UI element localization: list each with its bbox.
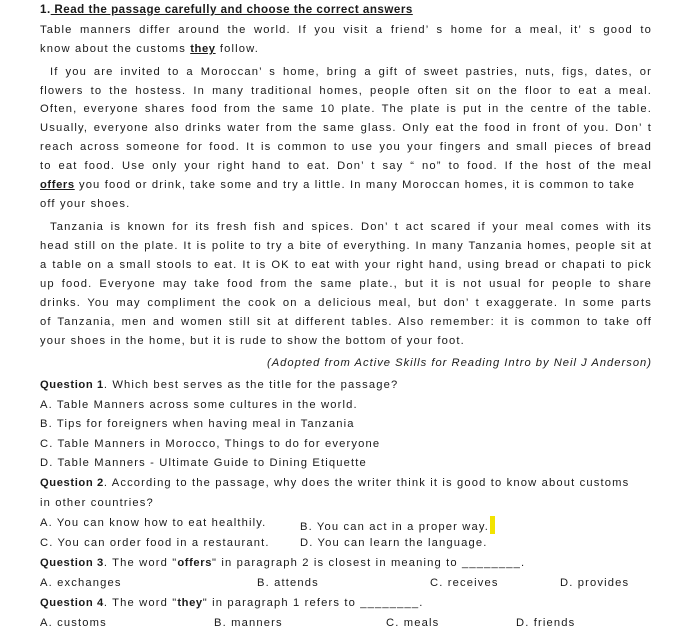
question-stem: . The word ": [103, 557, 178, 569]
passage-p3-line3: a table on a small stools to eat. It is OK to eat with your right hand, using bread or chapati to pick: [40, 259, 652, 271]
question-stem: " in paragraph 1 refers to ________.: [202, 597, 424, 609]
passage-text: know about the customs: [40, 43, 191, 55]
q3-option-a[interactable]: A. exchanges: [40, 577, 122, 589]
exercise-title: [40, 3, 413, 17]
question-keyword: offers: [177, 557, 213, 569]
q1-option-a[interactable]: A. Table Manners across some cultures in the world.: [40, 399, 358, 411]
passage-p1-line2: [40, 42, 259, 56]
highlight-marker: [490, 516, 495, 534]
passage-p2-line4: Usually, everyone also drinks water from the same glass. Only eat the food in front of you. Don’ t: [40, 122, 652, 134]
question-4: [40, 596, 424, 610]
question-stem: . The word ": [103, 597, 178, 609]
question-stem: " in paragraph 2 is closest in meaning to ________.: [212, 557, 526, 569]
question-label: Question 4: [40, 597, 104, 609]
q3-option-c[interactable]: C. receives: [430, 577, 499, 589]
q4-option-b[interactable]: B. manners: [214, 617, 283, 629]
exercise-instruction: Read the passage carefully and choose the correct answers: [50, 3, 413, 16]
q4-option-a[interactable]: A. customs: [40, 617, 107, 629]
q1-option-b[interactable]: B. Tips for foreigners when having meal in Tanzania: [40, 418, 355, 430]
passage-p3-line5: drinks. You may compliment the cook on a delicious meal, but don’ t exaggerate. In some parts: [40, 297, 652, 309]
question-1: [40, 378, 398, 392]
passage-text: follow.: [215, 43, 260, 55]
q2-option-c[interactable]: C. You can order food in a restaurant.: [40, 537, 270, 549]
passage-p2-line6: to eat food. Use only your right hand to eat. Don’ t say “ no” to food. If the host of the meal: [40, 160, 652, 172]
question-2-stem-continued: in other countries?: [40, 497, 154, 509]
question-2: [40, 476, 629, 490]
q2-option-d[interactable]: D. You can learn the language.: [300, 537, 488, 549]
keyword-offers: offers: [40, 179, 75, 191]
q2-option-a[interactable]: A. You can know how to eat healthily.: [40, 517, 267, 529]
question-keyword: they: [177, 597, 203, 609]
q2-option-b[interactable]: [300, 516, 495, 534]
passage-p2-line3: Often, everyone shares food from the same 10 plate. The plate is put in the centre of the table.: [40, 103, 652, 115]
passage-p1-line1: Table manners differ around the world. If you visit a friend’ s home for a meal, it’ s good to: [40, 24, 652, 36]
passage-p3-line7: your shoes in the home, but it is rude to show the bottom of your foot.: [40, 335, 465, 347]
q1-option-c[interactable]: C. Table Manners in Morocco, Things to do for everyone: [40, 438, 381, 450]
passage-p3-line6: of Tanzania, men and women still sit at different tables. Also remember: it is common to take off: [40, 316, 652, 328]
q2-option-b-text: B. You can act in a proper way.: [300, 521, 490, 533]
question-3: [40, 556, 525, 570]
q3-option-b[interactable]: B. attends: [257, 577, 319, 589]
passage-p3-line2: head still on the plate. It is polite to try a bite of everything. In many Tanzania homes, people sit at: [40, 240, 652, 252]
passage-p2-line2: flowers to the hostess. In many traditional homes, people often sit on the floor to eat a meal.: [40, 85, 652, 97]
passage-p2-line1: If you are invited to a Moroccan’ s home, bring a gift of sweet pastries, nuts, figs, dates, or: [50, 66, 652, 78]
question-stem: . Which best serves as the title for the passage?: [103, 379, 399, 391]
q4-option-d[interactable]: D. friends: [516, 617, 576, 629]
passage-p3-line4: up food. Everyone may take food from the same plate., but it is not usual for people to share: [40, 278, 652, 290]
question-label: Question 2: [40, 477, 104, 489]
question-stem: . According to the passage, why does the writer think it is good to know about customs: [103, 477, 630, 489]
question-label: Question 1: [40, 379, 104, 391]
passage-source: (Adopted from Active Skills for Reading Intro by Neil J Anderson): [266, 357, 652, 369]
question-label: Question 3: [40, 557, 104, 569]
passage-p2-line8: off your shoes.: [40, 198, 131, 210]
passage-p3-line1: Tanzania is known for its fresh fish and spices. Don’ t act scared if your meal comes with its: [50, 221, 652, 233]
passage-p2-line5: reach across someone for food. It is common to use you your fingers and small pieces of bread: [40, 141, 652, 153]
passage-p2-line7: [40, 178, 635, 192]
passage-text: you food or drink, take some and try a little. In many Moroccan homes, it is common to take: [74, 179, 636, 191]
q1-option-d[interactable]: D. Table Manners - Ultimate Guide to Dining Etiquette: [40, 457, 367, 469]
keyword-they: they: [190, 43, 216, 55]
q3-option-d[interactable]: D. provides: [560, 577, 630, 589]
exercise-number: 1.: [40, 3, 51, 16]
q4-option-c[interactable]: C. meals: [386, 617, 440, 629]
